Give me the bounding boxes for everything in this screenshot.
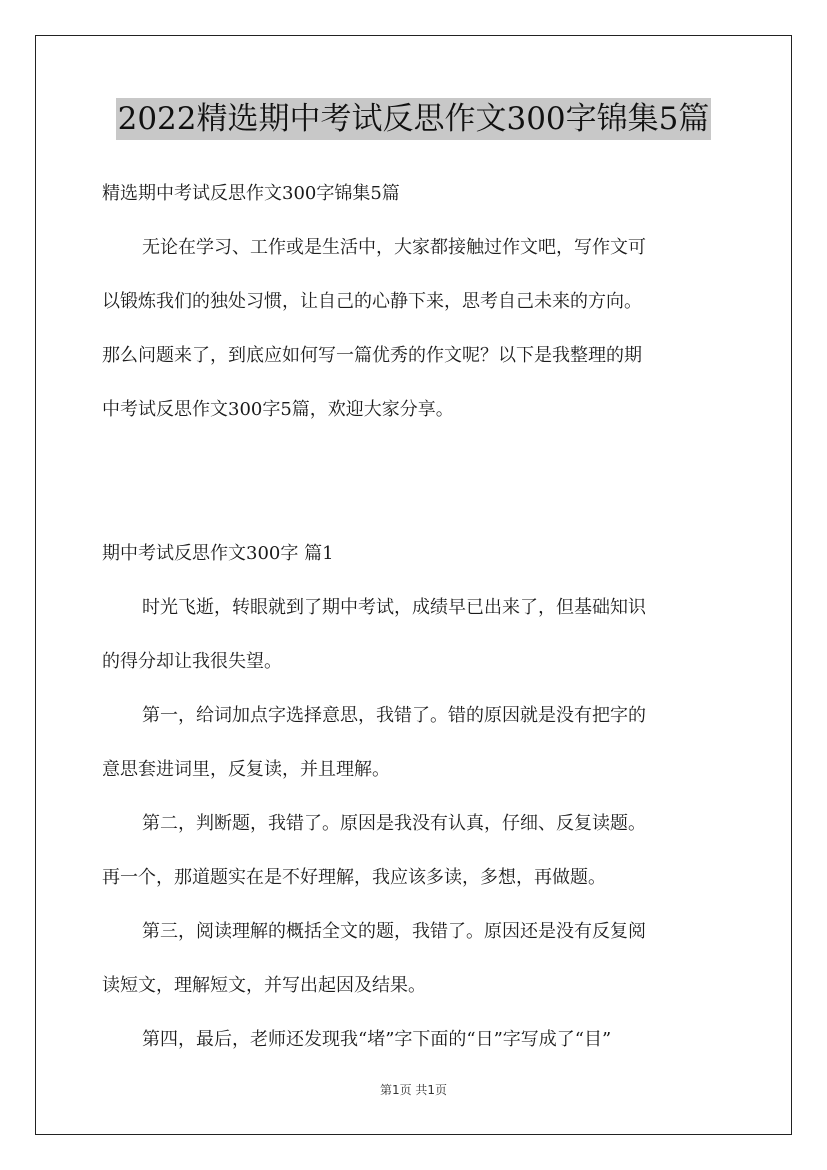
document-title: 2022精选期中考试反思作文300字锦集5篇	[116, 98, 712, 140]
paragraph-line: 第四，最后，老师还发现我“堵”字下面的“日”字写成了“目”	[142, 1029, 612, 1050]
section-spacer	[102, 496, 732, 532]
intro-line: 那么问题来了，到底应如何写一篇优秀的作文呢？以下是我整理的期	[102, 345, 642, 366]
paragraph-line: 第二，判断题，我错了。原因是我没有认真，仔细、反复读题。	[142, 813, 646, 834]
paragraph-line: 再一个，那道题实在是不好理解，我应该多读，多想，再做题。	[102, 867, 606, 888]
intro-line: 无论在学习、工作或是生活中，大家都接触过作文吧，写作文可	[142, 237, 646, 258]
title-container	[0, 98, 827, 140]
intro-line: 以锻炼我们的独处习惯，让自己的心静下来，思考自己未来的方向。	[102, 291, 642, 312]
document-body	[102, 172, 732, 1072]
paragraph-line: 第三，阅读理解的概括全文的题，我错了。原因还是没有反复阅	[142, 921, 646, 942]
subtitle: 精选期中考试反思作文300字锦集5篇	[102, 183, 400, 204]
paragraph-line: 时光飞逝，转眼就到了期中考试，成绩早已出来了，但基础知识	[142, 597, 646, 618]
paragraph-line: 读短文，理解短文，并写出起因及结果。	[102, 975, 426, 996]
blank-line	[102, 442, 732, 496]
paragraph-line: 意思套进词里，反复读，并且理解。	[102, 759, 390, 780]
intro-line: 中考试反思作文300字5篇，欢迎大家分享。	[102, 399, 454, 420]
page-footer: 第1页 共1页	[379, 1083, 448, 1097]
paragraph-line: 第一，给词加点字选择意思，我错了。错的原因就是没有把字的	[142, 705, 646, 726]
paragraph-line: 的得分却让我很失望。	[102, 651, 282, 672]
section-heading: 期中考试反思作文300字 篇1	[102, 543, 334, 564]
